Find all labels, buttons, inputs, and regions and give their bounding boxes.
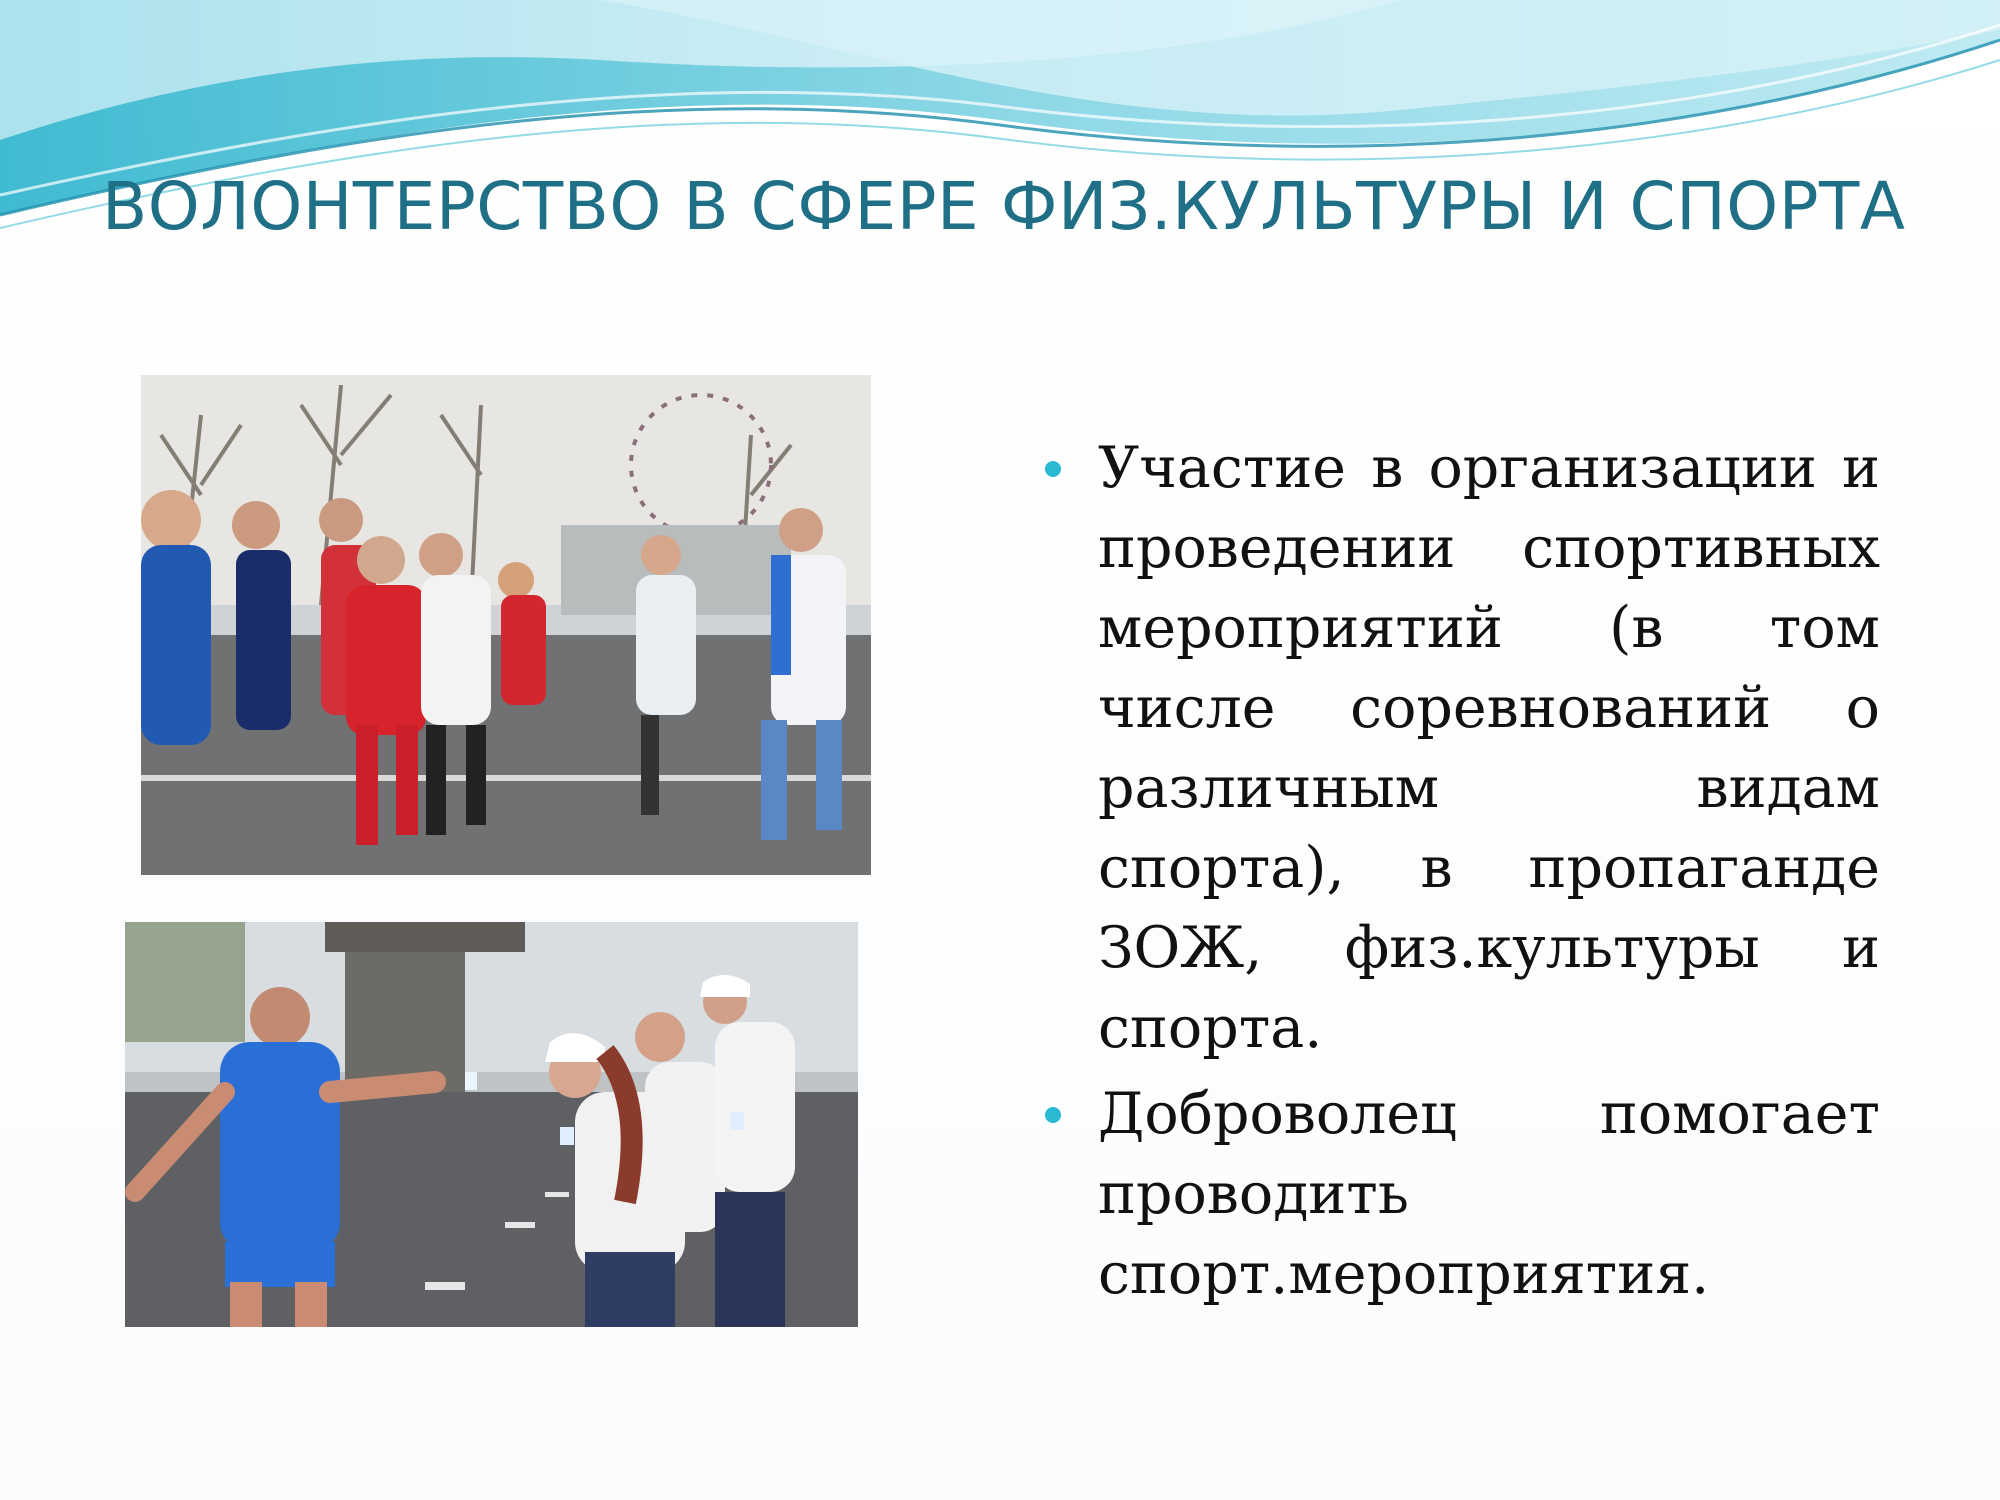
photo-volunteers-water-station xyxy=(125,922,858,1327)
bullet-content xyxy=(1040,428,1880,1320)
bullet-text: Доброволец помогает проводить спорт.мероприятия. xyxy=(1098,1081,1880,1307)
bullet-dot-icon xyxy=(1045,1107,1061,1123)
bullet-dot-icon xyxy=(1045,461,1061,477)
bullet-item xyxy=(1040,1074,1880,1314)
bullet-text: Участие в организации и проведении спортивных мероприятий (в том числе соревнований о различным видам спорта), в пропаганде ЗОЖ, физ.культуры и спорта. xyxy=(1098,435,1880,1061)
bullet-list xyxy=(1040,428,1880,1314)
bullet-item xyxy=(1040,428,1880,1068)
photo-runners-race xyxy=(141,375,871,875)
slide-title: ВОЛОНТЕРСТВО В СФЕРЕ ФИЗ.КУЛЬТУРЫ И СПОРТА xyxy=(102,168,1906,245)
